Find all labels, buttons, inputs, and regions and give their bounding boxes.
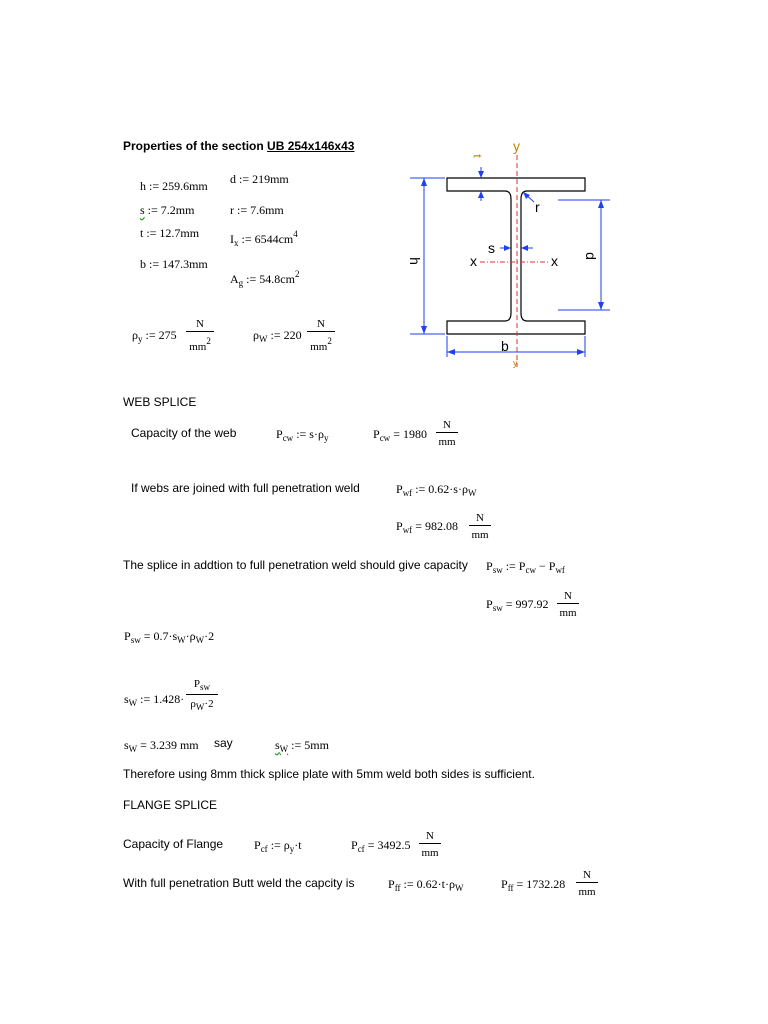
- prop-r: r := 7.6mm: [230, 203, 284, 217]
- diagram-x-right-label: x: [551, 253, 558, 269]
- sw-chosen: $s_W$ := 5mm: [275, 738, 329, 754]
- pw-definition: $\rho_W$ := 220: [253, 328, 302, 344]
- pcw-result: $P_{cw} = 1980$: [373, 427, 427, 443]
- psw-unit: $\frac{N}{mm}$: [557, 589, 579, 620]
- web-conclusion: Therefore using 8mm thick splice plate with 5mm weld both sides is sufficient.: [123, 767, 535, 781]
- prop-t: t := 12.7mm: [140, 226, 200, 240]
- i-beam-outline: [447, 178, 585, 334]
- pcf-result: $P_{cf} = 3492.5$: [351, 838, 411, 854]
- psw-definition: $P_{sw}$ := $P_{cw} - P_{wf}$: [486, 559, 565, 575]
- sw-result: $s_W = 3.239$ mm: [124, 738, 199, 754]
- web-capacity-label: Capacity of the web: [131, 426, 237, 440]
- diagram-x-left-label: x: [470, 253, 477, 269]
- pff-result: $P_{ff} = 1732.28$: [501, 877, 566, 893]
- flange-splice-heading: FLANGE SPLICE: [123, 798, 218, 812]
- diagram-d-label: d: [582, 252, 599, 260]
- psw-weld-equation: $P_{sw} = 0.7\cdot s_W\cdot\rho_W\cdot 2$: [124, 629, 215, 645]
- py-unit: $\frac{N}{mm^2}$: [186, 317, 214, 354]
- prop-h: h := 259.6mm: [140, 179, 208, 193]
- pff-definition: $P_{ff}$ := $0.62\cdot t\cdot\rho_W$: [388, 877, 464, 893]
- sw-definition: $s_W$ := 1.428·: [124, 692, 185, 708]
- pff-unit: $\frac{N}{mm}$: [576, 868, 598, 899]
- section-designation: UB 254x146x43: [267, 139, 355, 153]
- prop-ix: $I_x$ := $6544cm^4$: [230, 229, 298, 248]
- prop-s: [140, 203, 194, 218]
- pcf-definition: $P_{cf}$ := $\rho_y\cdot t$: [254, 838, 302, 854]
- prop-ag: $A_g$ := $54.8cm^2$: [230, 269, 300, 288]
- diagram-t-label: t: [470, 154, 485, 158]
- say-label: say: [214, 736, 233, 750]
- prop-b: b := 147.3mm: [140, 257, 208, 271]
- pwf-result: $P_{wf} = 982.08$: [396, 519, 458, 535]
- diagram-y-top-label: y: [513, 138, 520, 154]
- pcf-unit: $\frac{N}{mm}$: [419, 829, 441, 860]
- prop-s-symbol: s: [140, 203, 145, 217]
- pwf-unit: $\frac{N}{mm}$: [469, 511, 491, 542]
- pcw-definition: $P_{cw}$ := $s\cdot\rho_y$: [276, 427, 329, 443]
- diagram-s-label: s: [488, 240, 495, 256]
- pw-unit: $\frac{N}{mm^2}$: [307, 317, 335, 354]
- section-title: [123, 139, 354, 153]
- section-title-prefix: Properties of the section: [123, 139, 264, 153]
- py-definition: $\rho_y$ := 275: [132, 328, 177, 344]
- diagram-h-label: h: [406, 257, 423, 265]
- butt-weld-label: With full penetration Butt weld the capcity is: [123, 876, 355, 890]
- diagram-b-label: b: [501, 338, 509, 354]
- web-splice-heading: WEB SPLICE: [123, 395, 197, 409]
- flange-capacity-label: Capacity of Flange: [123, 837, 224, 851]
- sw-fraction: $P_{sw}$ $\rho_W\cdot 2$: [186, 677, 218, 714]
- diagram-r-label: r: [535, 199, 540, 215]
- full-pen-label: If webs are joined with full penetration weld: [131, 481, 360, 495]
- splice-capacity-label: The splice in addtion to full penetration weld should give capacity: [123, 558, 468, 572]
- pcw-unit: $\frac{N}{mm}$: [436, 418, 458, 449]
- pwf-definition: $P_{wf}$ := $0.62\cdot s\cdot\rho_W$: [396, 482, 477, 498]
- prop-d: d := 219mm: [230, 172, 289, 186]
- diagram-y-bottom-label: y: [513, 358, 518, 368]
- prop-s-value: := 7.2mm: [144, 203, 195, 217]
- psw-result: $P_{sw} = 997.92$: [486, 597, 549, 613]
